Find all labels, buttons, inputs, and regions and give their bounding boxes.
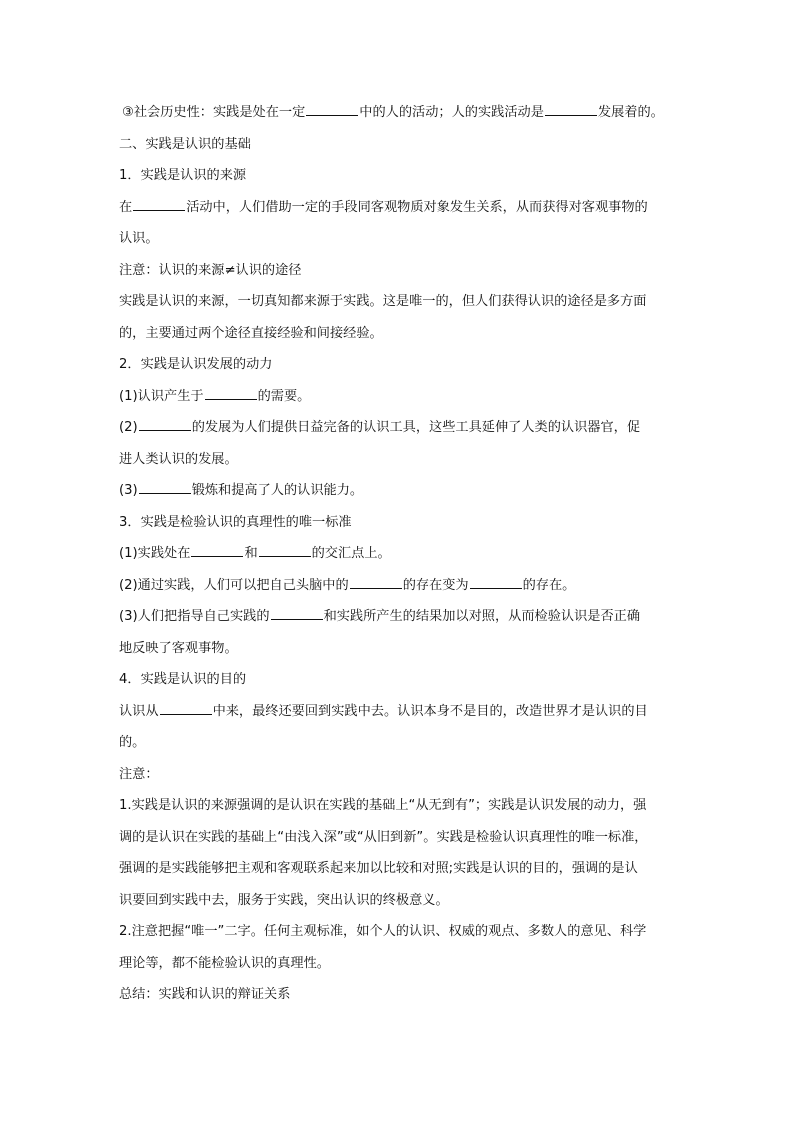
text-line	[119, 227, 679, 259]
text-line	[119, 574, 679, 606]
text-segment: 认识。	[119, 231, 159, 246]
text-line	[119, 952, 679, 984]
fill-in-blank	[205, 385, 257, 400]
text-segment: 认识从	[119, 703, 159, 719]
text-segment: 实践是认识的来源，一切真知都来源于实践。这是唯一的，但人们获得认识的途径是多方面	[119, 294, 647, 309]
text-segment: 的存在。	[522, 577, 576, 593]
fill-in-blank	[470, 574, 522, 589]
fill-in-blank	[160, 700, 212, 715]
fill-in-blank	[259, 542, 311, 557]
text-segment: 和实践所产生的结果加以对照，从而检验认识是否正确	[323, 609, 641, 624]
text-segment: 的。	[119, 735, 146, 750]
text-segment: 1．实践是认识的来源	[119, 168, 247, 183]
text-line	[119, 511, 679, 543]
text-segment: ③社会历史性：实践是处在一定	[122, 105, 306, 120]
text-segment: 理论等，都不能检验认识的真理性。	[119, 955, 330, 971]
text-line	[119, 196, 679, 228]
text-line	[119, 542, 679, 574]
fill-in-blank	[271, 605, 323, 620]
text-segment: (3)	[119, 483, 138, 498]
text-segment: 的发展为人们提供日益完备的认识工具，这些工具延伸了人类的认识器官，促	[191, 420, 641, 435]
text-segment: 的交汇点上。	[311, 546, 391, 561]
text-segment: (1)认识产生于	[119, 388, 204, 404]
text-line	[119, 668, 679, 700]
text-segment: (2)	[119, 420, 138, 435]
text-segment: 注意：	[119, 766, 159, 782]
text-line	[122, 101, 682, 133]
text-line	[119, 889, 679, 921]
text-segment: 调的是认识在实践的基础上“由浅入深”或“从旧到新”。实践是检验认识真理性的唯一标准，	[119, 829, 648, 845]
text-line	[119, 920, 679, 952]
text-line	[119, 322, 679, 354]
text-line	[119, 133, 679, 165]
text-segment: 强调的是实践能够把主观和客观联系起来加以比较和对照;实践是认识的目的，强调的是认	[119, 861, 638, 876]
text-line	[119, 164, 679, 196]
text-segment: 锻炼和提高了人的认识能力。	[191, 483, 364, 498]
text-segment: 地反映了客观事物。	[119, 640, 238, 656]
text-line	[119, 763, 679, 795]
text-segment: (3)人们把指导自己实践的	[119, 609, 270, 624]
text-segment: 在	[119, 199, 133, 215]
text-line	[119, 290, 679, 322]
text-segment: 识要回到实践中去，服务于实践，突出认识的终极意义。	[119, 892, 449, 908]
text-segment: (1)实践处在	[119, 546, 191, 561]
text-segment: 1.实践是认识的来源强调的是认识在实践的基础上“从无到有”；实践是认识发展的动力，强	[119, 798, 647, 813]
fill-in-blank	[133, 196, 185, 211]
text-line	[119, 857, 679, 889]
text-line	[119, 448, 679, 480]
text-segment: 二、实践是认识的基础	[119, 136, 251, 152]
text-segment: 总结：实践和认识的辩证关系	[119, 987, 291, 1002]
text-segment: 的存在变为	[402, 577, 469, 593]
text-segment: 3．实践是检验认识的真理性的唯一标准	[119, 514, 352, 530]
text-line	[119, 731, 679, 763]
text-line	[119, 605, 679, 637]
text-line	[119, 385, 679, 417]
text-segment: 中来，最终还要回到实践中去。认识本身不是目的，改造世界才是认识的目	[212, 703, 648, 719]
text-segment: 的需要。	[257, 388, 311, 404]
text-segment: 2.注意把握“唯一”二字。任何主观标准，如个人的认识、权威的观点、多数人的意见、科学	[119, 924, 647, 939]
text-line	[119, 983, 679, 1015]
text-line	[119, 826, 679, 858]
fill-in-blank	[191, 542, 243, 557]
text-segment: 活动中，人们借助一定的手段同客观物质对象发生关系，从而获得对客观事物的	[186, 199, 648, 215]
text-segment: 2．实践是认识发展的动力	[119, 357, 273, 372]
fill-in-blank	[545, 101, 597, 116]
text-segment: 进人类认识的发展。	[119, 451, 238, 467]
fill-in-blank	[139, 479, 191, 494]
fill-in-blank	[139, 416, 191, 431]
text-segment: 注意：认识的来源≠认识的途径	[119, 262, 302, 278]
text-segment: 发展着的。	[597, 105, 664, 120]
text-line	[119, 479, 679, 511]
text-line	[119, 700, 679, 732]
text-line	[119, 416, 679, 448]
fill-in-blank	[306, 101, 358, 116]
text-segment: 的，主要通过两个途径直接经验和间接经验。	[119, 325, 383, 341]
text-segment: (2)通过实践，人们可以把自己头脑中的	[119, 577, 349, 593]
text-line	[119, 353, 679, 385]
fill-in-blank	[350, 574, 402, 589]
text-line	[119, 794, 679, 826]
text-line	[119, 637, 679, 669]
text-segment: 4．实践是认识的目的	[119, 672, 247, 687]
text-line	[119, 259, 679, 291]
text-segment: 和	[244, 546, 258, 561]
text-segment: 中的人的活动；人的实践活动是	[359, 105, 544, 120]
